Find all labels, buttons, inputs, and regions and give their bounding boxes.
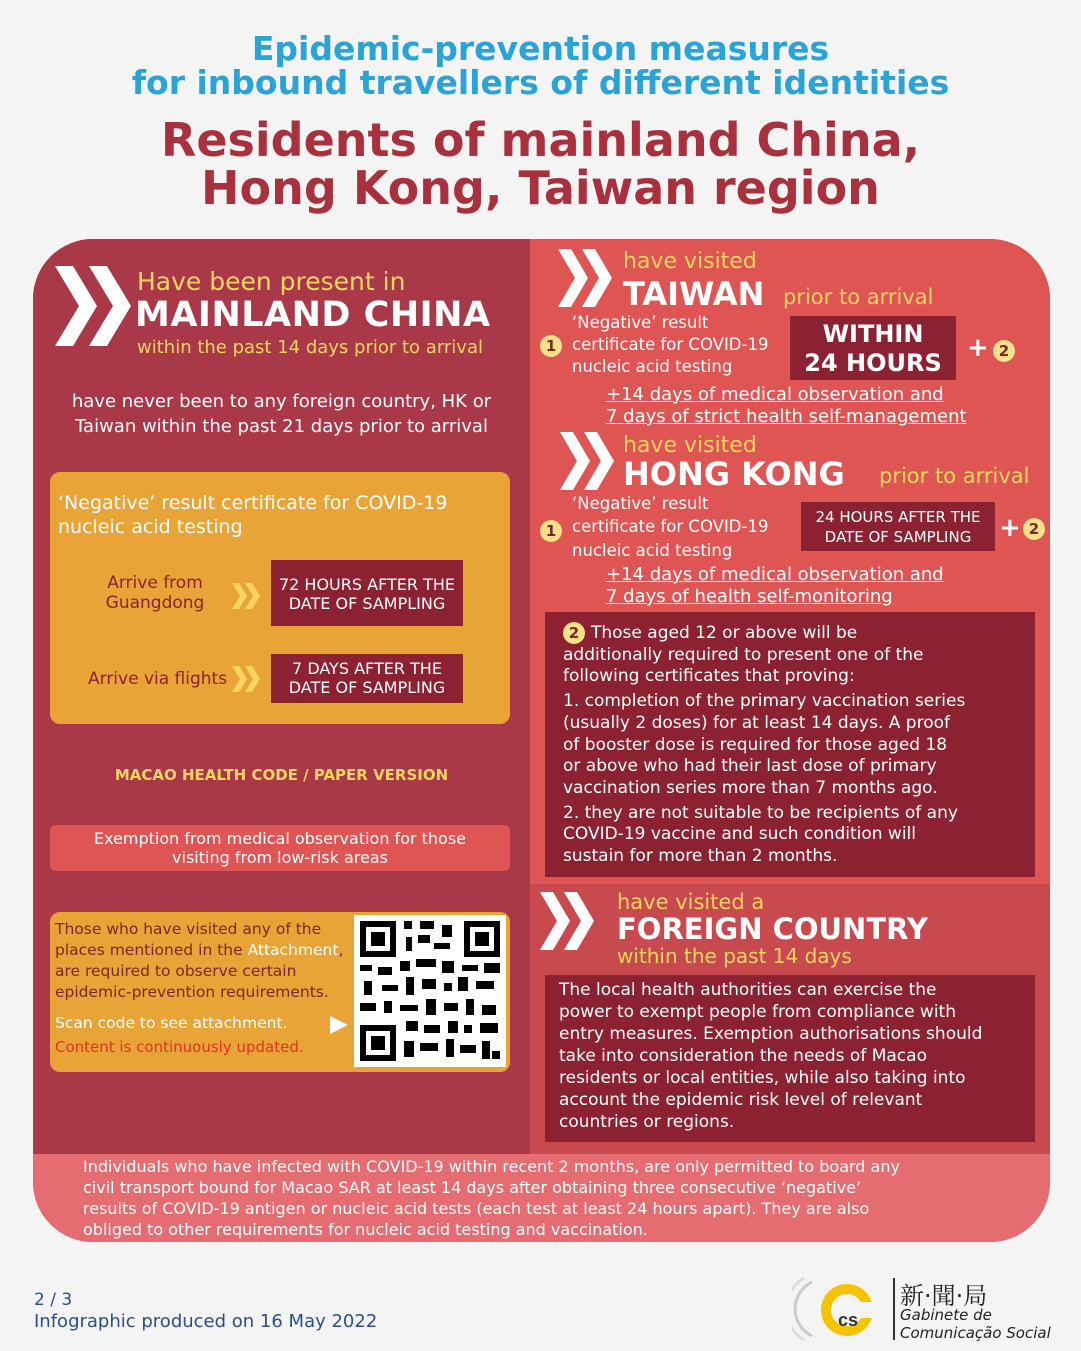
taiwan-hongkong-section xyxy=(530,239,1050,884)
hongkong-post: prior to arrival xyxy=(879,464,1030,488)
foreign-line-5: residents or local entities, while also taking into xyxy=(559,1068,966,1088)
notice-line-1: Individuals who have infected with COVID-19 within recent 2 months, are only permitted to board any xyxy=(83,1157,900,1176)
attach-line-1: Those who have visited any of the xyxy=(55,920,322,938)
flight-time-box xyxy=(271,654,463,703)
vaccine-line-5: (usually 2 doses) for at least 14 days. A proof xyxy=(563,712,950,733)
hongkong-box-line-2: DATE OF SAMPLING xyxy=(824,528,972,546)
taiwan-obs-2: 7 days of strict health self-management xyxy=(606,406,967,427)
chevron-right-icon xyxy=(558,249,614,307)
mainland-name: MAINLAND CHINA xyxy=(135,295,491,335)
flight-box-line-1: 7 DAYS AFTER THE xyxy=(292,659,442,678)
taiwan-cert-3: nucleic acid testing xyxy=(572,357,733,376)
foreign-line-4: take into consideration the needs of Macao xyxy=(559,1046,927,1066)
mainland-pre: Have been present in xyxy=(137,267,406,296)
hongkong-cert-1: ‘Negative’ result xyxy=(572,494,709,513)
foreign-line-2: power to exempt people from compliance with xyxy=(559,1002,957,1022)
taiwan-time-box xyxy=(790,316,956,380)
foreign-line-6: account the epidemic risk level of relevant xyxy=(559,1090,923,1110)
nucleic-requirement-box xyxy=(50,472,510,724)
notice-line-4: obliged to other requirements for nucleic acid testing and vaccination. xyxy=(83,1220,648,1239)
marker-one-icon: 1 xyxy=(540,520,562,542)
foreign-line-3: entry measures. Exemption authorisations should xyxy=(559,1024,983,1044)
foreign-section xyxy=(530,884,1050,1154)
title-line-2: Hong Kong, Taiwan region xyxy=(201,161,880,215)
plus-sign: + xyxy=(999,513,1021,543)
taiwan-box-line-2: 24 HOURS xyxy=(804,349,942,377)
vaccine-line-2: additionally required to present one of the xyxy=(563,644,924,665)
foreign-line-7: countries or regions. xyxy=(559,1112,735,1132)
chevron-right-icon xyxy=(232,666,262,692)
guangdong-label-2: Guangdong xyxy=(105,593,205,613)
taiwan-cert-1: ‘Negative’ result xyxy=(572,313,709,332)
taiwan-post: prior to arrival xyxy=(783,285,934,309)
vaccine-line-3: following certificates that proving: xyxy=(563,666,855,687)
exemption-line-2: visiting from low-risk areas xyxy=(172,848,388,867)
org-chinese-name: 新·聞·局 xyxy=(900,1282,988,1310)
title-line-1: Residents of mainland China, xyxy=(160,113,921,167)
hongkong-name: HONG KONG xyxy=(623,455,845,493)
attach-line-2a: places mentioned in the xyxy=(55,941,248,959)
vaccine-line-10: COVID-19 vaccine and such condition will xyxy=(563,824,917,845)
play-arrow-icon xyxy=(330,1016,348,1034)
cert-line-1: ‘Negative’ result certificate for COVID-19 xyxy=(58,492,448,514)
vaccine-line-11: sustain for more than 2 months. xyxy=(563,846,838,867)
cert-line-2: nucleic acid testing xyxy=(58,516,243,538)
guangdong-time-box xyxy=(271,560,463,626)
foreign-post: within the past 14 days xyxy=(617,944,852,968)
guangdong-box-line-2: DATE OF SAMPLING xyxy=(288,594,446,613)
vaccine-line-1-text: Those aged 12 or above will be xyxy=(591,623,858,643)
info-card xyxy=(33,239,1050,1242)
hongkong-obs-1: +14 days of medical observation and xyxy=(606,564,944,585)
flight-box-line-2: DATE OF SAMPLING xyxy=(288,678,446,697)
taiwan-pre: have visited xyxy=(623,249,757,274)
vaccine-line-1 xyxy=(563,622,1035,645)
hongkong-obs-2: 7 days of health self-monitoring xyxy=(606,586,893,607)
gcs-logo-icon xyxy=(792,1274,888,1344)
attach-line-2c: , xyxy=(338,941,344,959)
marker-two-icon: 2 xyxy=(1023,518,1045,540)
foreign-line-1: The local health authorities can exercise the xyxy=(559,980,937,1000)
health-code-label: MACAO HEALTH CODE / PAPER VERSION xyxy=(114,766,449,784)
vaccine-line-4: 1. completion of the primary vaccination series xyxy=(563,691,966,712)
vaccine-line-8: vaccination series more than 7 months ago. xyxy=(563,777,938,798)
hongkong-cert-2: certificate for COVID-19 xyxy=(572,517,769,536)
mainland-section xyxy=(33,239,530,1154)
chevron-right-icon xyxy=(232,583,262,609)
org-name-line-1: Gabinete de xyxy=(900,1306,992,1324)
chevron-right-icon xyxy=(55,266,135,346)
taiwan-cert-2: certificate for COVID-19 xyxy=(572,335,769,354)
mainland-post: within the past 14 days prior to arrival xyxy=(137,337,483,358)
foreign-exemption-box xyxy=(545,975,1035,1142)
vaccine-line-9: 2. they are not suitable to be recipients of any xyxy=(563,802,958,823)
notice-line-3: results of COVID-19 antigen or nucleic acid tests (each test at least 24 hours apart). They are also xyxy=(83,1199,870,1218)
mainland-note-2: Taiwan within the past 21 days prior to arrival xyxy=(75,416,488,437)
exemption-line-1: Exemption from medical observation for those xyxy=(93,829,467,848)
attachment-link[interactable]: Attachment xyxy=(247,941,339,959)
notice-line-2: civil transport bound for Macao SAR at least 14 days after obtaining three consecutive ‘negative’ xyxy=(83,1178,862,1197)
foreign-pre: have visited a xyxy=(617,890,765,914)
vaccine-line-6: of booster dose is required for those aged 18 xyxy=(563,734,948,755)
taiwan-obs-1: +14 days of medical observation and xyxy=(606,384,944,405)
hongkong-time-box xyxy=(801,502,995,551)
qr-code[interactable] xyxy=(354,915,506,1067)
plus-sign: + xyxy=(967,333,989,363)
marker-two-icon: 2 xyxy=(563,622,585,644)
attach-line-4: epidemic-prevention requirements. xyxy=(55,983,329,1001)
vaccine-requirement-box xyxy=(545,612,1035,877)
infected-notice xyxy=(33,1154,1050,1242)
exemption-box xyxy=(50,825,510,871)
chevron-right-icon xyxy=(560,432,616,490)
foreign-name: FOREIGN COUNTRY xyxy=(617,912,928,946)
hongkong-pre: have visited xyxy=(623,433,757,458)
mainland-note-1: have never been to any foreign country, HK or xyxy=(71,391,492,412)
scan-label: Scan code to see attachment. xyxy=(55,1014,288,1032)
hongkong-cert-3: nucleic acid testing xyxy=(572,541,733,560)
org-name-line-2: Comunicação Social xyxy=(900,1324,1051,1342)
page-number: 2 / 3 xyxy=(34,1290,73,1310)
taiwan-name: TAIWAN xyxy=(623,275,765,313)
guangdong-box-line-1: 72 HOURS AFTER THE xyxy=(278,575,455,594)
updated-label: Content is continuously updated. xyxy=(55,1038,304,1056)
produced-date: Infographic produced on 16 May 2022 xyxy=(34,1311,378,1332)
vaccine-line-7: or above who had their last dose of primary xyxy=(563,756,937,777)
attach-line-3: are required to observe certain xyxy=(55,962,297,980)
guangdong-label-1: Arrive from xyxy=(107,573,203,593)
attach-line-2 xyxy=(55,941,343,959)
svg-text:cs: cs xyxy=(838,1310,859,1330)
header-line-2: for inbound travellers of different identities xyxy=(131,63,950,102)
chevron-right-icon xyxy=(540,892,596,950)
header-line-1: Epidemic-prevention measures xyxy=(251,29,830,68)
marker-two-icon: 2 xyxy=(993,340,1015,362)
flight-label: Arrive via flights xyxy=(88,669,228,689)
hongkong-box-line-1: 24 HOURS AFTER THE xyxy=(815,508,981,526)
marker-one-icon: 1 xyxy=(540,335,562,357)
logo-divider xyxy=(893,1278,895,1340)
taiwan-box-line-1: WITHIN xyxy=(822,320,924,348)
